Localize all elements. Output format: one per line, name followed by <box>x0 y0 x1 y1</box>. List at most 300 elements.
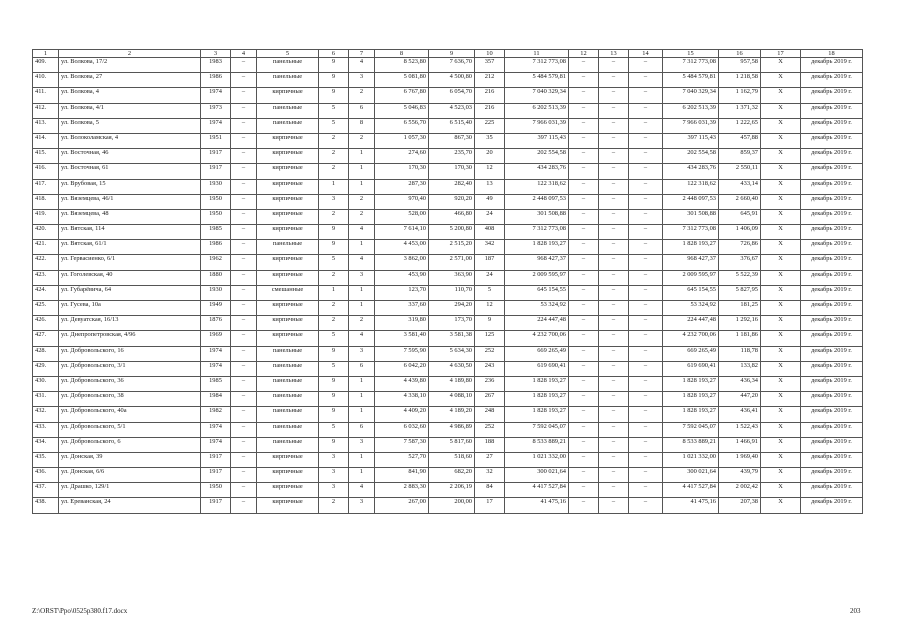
year-built-cell: 1985 <box>201 376 231 391</box>
total-area-cell: 123,70 <box>375 285 429 300</box>
wall-material-cell: кирпичные <box>257 255 319 270</box>
total-area-cell: 6 032,60 <box>375 422 429 437</box>
table-row <box>33 240 863 255</box>
total-area-cell: 6 767,80 <box>375 88 429 103</box>
cost-budget-cell: – <box>599 498 629 513</box>
total-cost-cell: 7 592 045,07 <box>505 422 569 437</box>
cost-other-cell: – <box>629 73 663 88</box>
reconstruction-year-cell: – <box>231 498 257 513</box>
total-cost-cell: 2 009 595,97 <box>505 270 569 285</box>
col-17-mark-cell: X <box>761 452 801 467</box>
cost-other-cell: – <box>629 331 663 346</box>
table-row <box>33 179 863 194</box>
cost-owners-cell: 968 427,37 <box>663 255 719 270</box>
floors-cell: 3 <box>319 194 349 209</box>
reconstruction-year-cell: – <box>231 361 257 376</box>
cost-owners-cell: 2 448 097,53 <box>663 194 719 209</box>
completion-date-cell: декабрь 2019 г. <box>801 437 863 452</box>
col-17-mark-cell: X <box>761 422 801 437</box>
total-area-cell: 453,90 <box>375 270 429 285</box>
address-cell: ул. Волкова, 5 <box>59 118 201 133</box>
total-area-cell: 319,80 <box>375 316 429 331</box>
col-17-mark-cell: X <box>761 270 801 285</box>
completion-date-cell: декабрь 2019 г. <box>801 498 863 513</box>
cost-budget-cell: – <box>599 437 629 452</box>
wall-material-cell: панельные <box>257 437 319 452</box>
row-number-cell: 412. <box>33 103 59 118</box>
table-row <box>33 73 863 88</box>
cost-other-cell: – <box>629 133 663 148</box>
residential-area-cell: 363,90 <box>429 270 475 285</box>
document-path: Z:\ORST\Ppo\0525p380.f17.docx <box>32 607 128 615</box>
specific-cost-cell: 436,34 <box>719 376 761 391</box>
address-cell: ул. Гоголевская, 40 <box>59 270 201 285</box>
wall-material-cell: кирпичные <box>257 164 319 179</box>
reconstruction-year-cell: – <box>231 194 257 209</box>
year-built-cell: 1949 <box>201 301 231 316</box>
col-17-mark-cell: X <box>761 209 801 224</box>
entrances-cell: 3 <box>349 437 375 452</box>
entrances-cell: 1 <box>349 179 375 194</box>
cost-budget-cell: – <box>599 301 629 316</box>
specific-cost-cell: 1 222,65 <box>719 118 761 133</box>
reconstruction-year-cell: – <box>231 422 257 437</box>
address-cell: ул. Добровольского, 6 <box>59 437 201 452</box>
completion-date-cell: декабрь 2019 г. <box>801 225 863 240</box>
address-cell: ул. Губарёвича, 64 <box>59 285 201 300</box>
reconstruction-year-cell: – <box>231 103 257 118</box>
col-17-mark-cell: X <box>761 376 801 391</box>
cost-fund-cell: – <box>569 164 599 179</box>
wall-material-cell: кирпичные <box>257 149 319 164</box>
year-built-cell: 1880 <box>201 270 231 285</box>
floors-cell: 9 <box>319 407 349 422</box>
year-built-cell: 1969 <box>201 331 231 346</box>
floors-cell: 9 <box>319 88 349 103</box>
entrances-cell: 1 <box>349 301 375 316</box>
cost-fund-cell: – <box>569 179 599 194</box>
cost-budget-cell: – <box>599 285 629 300</box>
year-built-cell: 1974 <box>201 88 231 103</box>
cost-owners-cell: 300 021,64 <box>663 468 719 483</box>
reconstruction-year-cell: – <box>231 346 257 361</box>
floors-cell: 2 <box>319 301 349 316</box>
row-number-cell: 416. <box>33 164 59 179</box>
cost-other-cell: – <box>629 392 663 407</box>
completion-date-cell: декабрь 2019 г. <box>801 58 863 73</box>
address-cell: ул. Добровольского, 5/1 <box>59 422 201 437</box>
cost-fund-cell: – <box>569 316 599 331</box>
residents-cell: 13 <box>475 179 505 194</box>
table-row <box>33 58 863 73</box>
column-number-1: 1 <box>33 50 59 58</box>
completion-date-cell: декабрь 2019 г. <box>801 255 863 270</box>
year-built-cell: 1917 <box>201 149 231 164</box>
residential-area-cell: 4 088,10 <box>429 392 475 407</box>
column-number-3: 3 <box>201 50 231 58</box>
residential-area-cell: 235,70 <box>429 149 475 164</box>
wall-material-cell: кирпичные <box>257 270 319 285</box>
address-cell: ул. Добровольского, 38 <box>59 392 201 407</box>
total-cost-cell: 301 508,88 <box>505 209 569 224</box>
address-cell: ул. Вятская, 114 <box>59 225 201 240</box>
residents-cell: 27 <box>475 452 505 467</box>
total-cost-cell: 7 312 773,08 <box>505 58 569 73</box>
total-area-cell: 267,00 <box>375 498 429 513</box>
table-row <box>33 316 863 331</box>
year-built-cell: 1930 <box>201 179 231 194</box>
cost-other-cell: – <box>629 118 663 133</box>
col-17-mark-cell: X <box>761 392 801 407</box>
cost-other-cell: – <box>629 376 663 391</box>
address-cell: ул. Ереванская, 24 <box>59 498 201 513</box>
year-built-cell: 1986 <box>201 240 231 255</box>
completion-date-cell: декабрь 2019 г. <box>801 133 863 148</box>
specific-cost-cell: 447,20 <box>719 392 761 407</box>
year-built-cell: 1973 <box>201 103 231 118</box>
cost-budget-cell: – <box>599 164 629 179</box>
completion-date-cell: декабрь 2019 г. <box>801 270 863 285</box>
residential-area-cell: 4 500,80 <box>429 73 475 88</box>
col-17-mark-cell: X <box>761 58 801 73</box>
total-area-cell: 7 614,10 <box>375 225 429 240</box>
residential-area-cell: 4 986,89 <box>429 422 475 437</box>
cost-owners-cell: 7 966 031,39 <box>663 118 719 133</box>
specific-cost-cell: 436,41 <box>719 407 761 422</box>
completion-date-cell: декабрь 2019 г. <box>801 376 863 391</box>
total-cost-cell: 6 202 513,39 <box>505 103 569 118</box>
completion-date-cell: декабрь 2019 г. <box>801 103 863 118</box>
year-built-cell: 1917 <box>201 498 231 513</box>
table-row <box>33 331 863 346</box>
column-number-11: 11 <box>505 50 569 58</box>
row-number-cell: 422. <box>33 255 59 270</box>
cost-budget-cell: – <box>599 361 629 376</box>
total-area-cell: 337,60 <box>375 301 429 316</box>
col-17-mark-cell: X <box>761 240 801 255</box>
address-cell: ул. Добровольского, 16 <box>59 346 201 361</box>
total-area-cell: 5 081,80 <box>375 73 429 88</box>
total-cost-cell: 7 040 329,34 <box>505 88 569 103</box>
row-number-cell: 418. <box>33 194 59 209</box>
cost-budget-cell: – <box>599 133 629 148</box>
row-number-cell: 413. <box>33 118 59 133</box>
wall-material-cell: панельные <box>257 240 319 255</box>
residential-area-cell: 5 634,30 <box>429 346 475 361</box>
floors-cell: 3 <box>319 468 349 483</box>
cost-other-cell: – <box>629 301 663 316</box>
total-cost-cell: 619 690,41 <box>505 361 569 376</box>
specific-cost-cell: 1 466,91 <box>719 437 761 452</box>
total-area-cell: 841,90 <box>375 468 429 483</box>
specific-cost-cell: 2 660,40 <box>719 194 761 209</box>
residents-cell: 35 <box>475 133 505 148</box>
entrances-cell: 3 <box>349 498 375 513</box>
cost-budget-cell: – <box>599 468 629 483</box>
floors-cell: 9 <box>319 240 349 255</box>
wall-material-cell: кирпичные <box>257 194 319 209</box>
address-cell: ул. Восточная, 61 <box>59 164 201 179</box>
wall-material-cell: панельные <box>257 376 319 391</box>
residential-area-cell: 2 571,00 <box>429 255 475 270</box>
cost-fund-cell: – <box>569 437 599 452</box>
cost-other-cell: – <box>629 225 663 240</box>
cost-other-cell: – <box>629 483 663 498</box>
floors-cell: 2 <box>319 149 349 164</box>
cost-fund-cell: – <box>569 73 599 88</box>
year-built-cell: 1974 <box>201 437 231 452</box>
cost-budget-cell: – <box>599 452 629 467</box>
entrances-cell: 2 <box>349 133 375 148</box>
cost-other-cell: – <box>629 149 663 164</box>
wall-material-cell: панельные <box>257 361 319 376</box>
reconstruction-year-cell: – <box>231 301 257 316</box>
year-built-cell: 1982 <box>201 407 231 422</box>
specific-cost-cell: 181,25 <box>719 301 761 316</box>
address-cell: ул. Гервасиенко, 6/1 <box>59 255 201 270</box>
residential-area-cell: 5 200,80 <box>429 225 475 240</box>
entrances-cell: 2 <box>349 194 375 209</box>
cost-owners-cell: 1 828 193,27 <box>663 392 719 407</box>
col-17-mark-cell: X <box>761 407 801 422</box>
cost-owners-cell: 1 021 332,00 <box>663 452 719 467</box>
cost-owners-cell: 202 554,58 <box>663 149 719 164</box>
table-row <box>33 468 863 483</box>
cost-budget-cell: – <box>599 240 629 255</box>
cost-fund-cell: – <box>569 88 599 103</box>
cost-fund-cell: – <box>569 118 599 133</box>
cost-budget-cell: – <box>599 316 629 331</box>
specific-cost-cell: 207,38 <box>719 498 761 513</box>
wall-material-cell: кирпичные <box>257 179 319 194</box>
cost-other-cell: – <box>629 209 663 224</box>
row-number-cell: 426. <box>33 316 59 331</box>
completion-date-cell: декабрь 2019 г. <box>801 331 863 346</box>
year-built-cell: 1950 <box>201 194 231 209</box>
entrances-cell: 6 <box>349 361 375 376</box>
table-row <box>33 133 863 148</box>
cost-other-cell: – <box>629 194 663 209</box>
residential-area-cell: 110,70 <box>429 285 475 300</box>
total-cost-cell: 4 417 527,84 <box>505 483 569 498</box>
cost-budget-cell: – <box>599 103 629 118</box>
column-number-row <box>33 50 863 58</box>
col-17-mark-cell: X <box>761 194 801 209</box>
cost-budget-cell: – <box>599 422 629 437</box>
completion-date-cell: декабрь 2019 г. <box>801 179 863 194</box>
cost-owners-cell: 434 283,76 <box>663 164 719 179</box>
entrances-cell: 3 <box>349 346 375 361</box>
wall-material-cell: панельные <box>257 118 319 133</box>
col-17-mark-cell: X <box>761 164 801 179</box>
entrances-cell: 6 <box>349 103 375 118</box>
total-cost-cell: 224 447,48 <box>505 316 569 331</box>
cost-other-cell: – <box>629 498 663 513</box>
col-17-mark-cell: X <box>761 316 801 331</box>
residential-area-cell: 200,00 <box>429 498 475 513</box>
year-built-cell: 1876 <box>201 316 231 331</box>
table-row <box>33 149 863 164</box>
row-number-cell: 434. <box>33 437 59 452</box>
specific-cost-cell: 1 969,40 <box>719 452 761 467</box>
column-number-7: 7 <box>349 50 375 58</box>
wall-material-cell: кирпичные <box>257 483 319 498</box>
specific-cost-cell: 957,58 <box>719 58 761 73</box>
total-cost-cell: 41 475,16 <box>505 498 569 513</box>
cost-owners-cell: 5 484 579,81 <box>663 73 719 88</box>
floors-cell: 2 <box>319 316 349 331</box>
wall-material-cell: кирпичные <box>257 468 319 483</box>
total-cost-cell: 434 283,76 <box>505 164 569 179</box>
reconstruction-year-cell: – <box>231 392 257 407</box>
cost-other-cell: – <box>629 179 663 194</box>
address-cell: ул. Добровольского, 40а <box>59 407 201 422</box>
column-number-4: 4 <box>231 50 257 58</box>
residents-cell: 17 <box>475 498 505 513</box>
completion-date-cell: декабрь 2019 г. <box>801 361 863 376</box>
year-built-cell: 1986 <box>201 73 231 88</box>
floors-cell: 2 <box>319 498 349 513</box>
wall-material-cell: кирпичные <box>257 498 319 513</box>
completion-date-cell: декабрь 2019 г. <box>801 118 863 133</box>
cost-other-cell: – <box>629 88 663 103</box>
cost-fund-cell: – <box>569 301 599 316</box>
completion-date-cell: декабрь 2019 г. <box>801 301 863 316</box>
cost-owners-cell: 41 475,16 <box>663 498 719 513</box>
specific-cost-cell: 1 292,16 <box>719 316 761 331</box>
wall-material-cell: кирпичные <box>257 331 319 346</box>
total-cost-cell: 1 828 193,27 <box>505 240 569 255</box>
address-cell: ул. Врубовая, 15 <box>59 179 201 194</box>
residential-area-cell: 6 054,70 <box>429 88 475 103</box>
col-17-mark-cell: X <box>761 483 801 498</box>
table-body <box>33 58 863 514</box>
total-area-cell: 170,30 <box>375 164 429 179</box>
cost-fund-cell: – <box>569 133 599 148</box>
wall-material-cell: панельные <box>257 407 319 422</box>
specific-cost-cell: 726,86 <box>719 240 761 255</box>
entrances-cell: 2 <box>349 209 375 224</box>
column-number-2: 2 <box>59 50 201 58</box>
residential-area-cell: 4 630,50 <box>429 361 475 376</box>
residents-cell: 212 <box>475 73 505 88</box>
address-cell: ул. Волоколамская, 4 <box>59 133 201 148</box>
cost-other-cell: – <box>629 316 663 331</box>
floors-cell: 5 <box>319 422 349 437</box>
cost-other-cell: – <box>629 437 663 452</box>
col-17-mark-cell: X <box>761 468 801 483</box>
entrances-cell: 1 <box>349 376 375 391</box>
specific-cost-cell: 645,91 <box>719 209 761 224</box>
column-number-8: 8 <box>375 50 429 58</box>
reconstruction-year-cell: – <box>231 209 257 224</box>
cost-budget-cell: – <box>599 209 629 224</box>
residents-cell: 5 <box>475 285 505 300</box>
reconstruction-year-cell: – <box>231 468 257 483</box>
residents-cell: 216 <box>475 103 505 118</box>
wall-material-cell: кирпичные <box>257 452 319 467</box>
col-17-mark-cell: X <box>761 118 801 133</box>
col-17-mark-cell: X <box>761 346 801 361</box>
reconstruction-year-cell: – <box>231 437 257 452</box>
total-area-cell: 274,60 <box>375 149 429 164</box>
completion-date-cell: декабрь 2019 г. <box>801 194 863 209</box>
completion-date-cell: декабрь 2019 г. <box>801 149 863 164</box>
wall-material-cell: панельные <box>257 103 319 118</box>
residents-cell: 125 <box>475 331 505 346</box>
cost-fund-cell: – <box>569 240 599 255</box>
cost-fund-cell: – <box>569 331 599 346</box>
residents-cell: 267 <box>475 392 505 407</box>
cost-other-cell: – <box>629 255 663 270</box>
specific-cost-cell: 133,82 <box>719 361 761 376</box>
completion-date-cell: декабрь 2019 г. <box>801 468 863 483</box>
entrances-cell: 1 <box>349 164 375 179</box>
reconstruction-year-cell: – <box>231 164 257 179</box>
reconstruction-year-cell: – <box>231 225 257 240</box>
specific-cost-cell: 118,78 <box>719 346 761 361</box>
completion-date-cell: декабрь 2019 г. <box>801 164 863 179</box>
wall-material-cell: панельные <box>257 73 319 88</box>
cost-other-cell: – <box>629 346 663 361</box>
row-number-cell: 421. <box>33 240 59 255</box>
floors-cell: 5 <box>319 103 349 118</box>
table-row <box>33 422 863 437</box>
column-number-15: 15 <box>663 50 719 58</box>
reconstruction-year-cell: – <box>231 73 257 88</box>
cost-budget-cell: – <box>599 270 629 285</box>
total-cost-cell: 1 828 193,27 <box>505 376 569 391</box>
row-number-cell: 438. <box>33 498 59 513</box>
cost-other-cell: – <box>629 164 663 179</box>
residential-area-cell: 920,20 <box>429 194 475 209</box>
cost-fund-cell: – <box>569 498 599 513</box>
residents-cell: 342 <box>475 240 505 255</box>
specific-cost-cell: 1 406,09 <box>719 225 761 240</box>
col-17-mark-cell: X <box>761 285 801 300</box>
table-row <box>33 301 863 316</box>
reconstruction-year-cell: – <box>231 133 257 148</box>
year-built-cell: 1974 <box>201 118 231 133</box>
residents-cell: 243 <box>475 361 505 376</box>
wall-material-cell: кирпичные <box>257 301 319 316</box>
residential-area-cell: 4 189,80 <box>429 376 475 391</box>
wall-material-cell: панельные <box>257 392 319 407</box>
entrances-cell: 2 <box>349 88 375 103</box>
address-cell: ул. Волкова, 27 <box>59 73 201 88</box>
residents-cell: 252 <box>475 422 505 437</box>
wall-material-cell: кирпичные <box>257 209 319 224</box>
year-built-cell: 1917 <box>201 164 231 179</box>
year-built-cell: 1974 <box>201 346 231 361</box>
entrances-cell: 1 <box>349 392 375 407</box>
address-cell: ул. Драшко, 129/1 <box>59 483 201 498</box>
row-number-cell: 432. <box>33 407 59 422</box>
completion-date-cell: декабрь 2019 г. <box>801 88 863 103</box>
cost-budget-cell: – <box>599 225 629 240</box>
cost-other-cell: – <box>629 240 663 255</box>
cost-other-cell: – <box>629 270 663 285</box>
completion-date-cell: декабрь 2019 г. <box>801 209 863 224</box>
column-number-9: 9 <box>429 50 475 58</box>
year-built-cell: 1984 <box>201 392 231 407</box>
cost-budget-cell: – <box>599 346 629 361</box>
row-number-cell: 429. <box>33 361 59 376</box>
col-17-mark-cell: X <box>761 73 801 88</box>
cost-budget-cell: – <box>599 194 629 209</box>
completion-date-cell: декабрь 2019 г. <box>801 285 863 300</box>
total-area-cell: 6 556,70 <box>375 118 429 133</box>
